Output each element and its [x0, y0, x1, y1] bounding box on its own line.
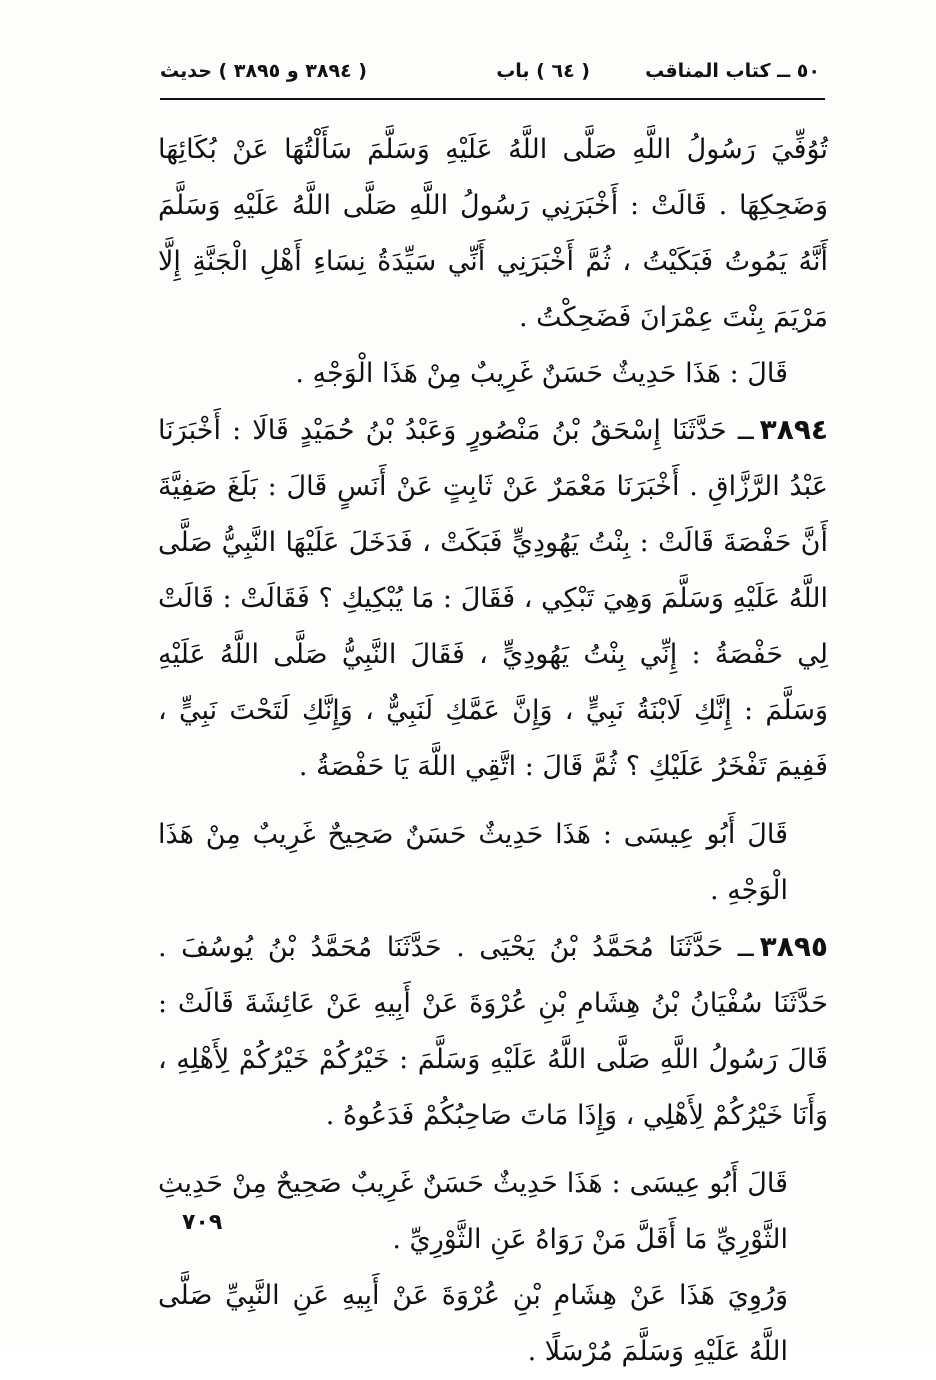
hadith-3894-text: ــ حَدَّثَنَا إِسْحَقُ بْنُ مَنْصُورٍ وَعَبْدُ بْنُ حُمَيْدٍ قَالَا : أَخْبَرَنَا عَبْدُ الرَّزَّاقِ . أَخْبَرَنَا مَعْمَرٌ عَنْ ثَابِتٍ عَنْ أَنَسٍ قَالَ : بَلَغَ صَفِيَّةَ أَنَّ حَفْصَةَ قَالَتْ : بِنْتُ يَهُودِيٍّ فَبَكَتْ ، فَدَخَلَ عَلَيْهَا النَّبِيُّ صَلَّى اللَّهُ عَلَيْهِ وَسَلَّمَ وَهِيَ تَبْكِي ، فَقَالَ : مَا يُبْكِيكِ ؟ فَقَالَتْ : قَالَتْ لِي حَفْصَةُ : إِنِّي بِنْتُ يَهُودِيٍّ ، فَقَالَ النَّبِيُّ صَلَّى اللَّهُ عَلَيْهِ وَسَلَّمَ : إِنَّكِ لَابْنَةُ نَبِيٍّ ، وَإِنَّ عَمَّكِ لَنَبِيٌّ ، وَإِنَّكِ لَتَحْتَ نَبِيٍّ ، فَفِيمَ تَفْخَرُ عَلَيْكِ ؟ ثُمَّ قَالَ : اتَّقِي اللَّهَ يَا حَفْصَةُ .: [158, 415, 828, 782]
paragraph-grading-2: قَالَ أَبُو عِيسَى : هَذَا حَدِيثٌ حَسَنٌ صَحِيحٌ غَرِيبٌ مِنْ هَذَا الْوَجْهِ .: [158, 819, 788, 906]
header-chapter: ( ٦٤ ) باب: [496, 60, 590, 82]
running-header: [160, 56, 820, 94]
paragraph-continuation: تُوُفِّيَ رَسُولُ اللَّهِ صَلَّى اللَّهُ عَلَيْهِ وَسَلَّمَ سَأَلْتُهَا عَنْ بُكَائِهَا وَضَحِكِهَا . قَالَتْ : أَخْبَرَنِي رَسُولُ اللَّهِ صَلَّى اللَّهُ عَلَيْهِ وَسَلَّمَ أَنَّهُ يَمُوتُ فَبَكَيْتُ ، ثُمَّ أَخْبَرَنِي أَنِّي سَيِّدَةُ نِسَاءِ أَهْلِ الْجَنَّةِ إِلَّا مَرْيَمَ بِنْتَ عِمْرَانَ فَضَحِكْتُ .: [158, 134, 828, 333]
hadith-3895-text: ــ حَدَّثَنَا مُحَمَّدُ بْنُ يَحْيَى . حَدَّثَنَا مُحَمَّدُ بْنُ يُوسُفَ . حَدَّثَنَا سُفْيَانُ بْنُ هِشَامِ بْنِ عُرْوَةَ عَنْ أَبِيهِ عَنْ عَائِشَةَ قَالَتْ : قَالَ رَسُولُ اللَّهِ صَلَّى اللَّهُ عَلَيْهِ وَسَلَّمَ : خَيْرُكُمْ خَيْرُكُمْ لِأَهْلِهِ ، وَأَنَا خَيْرُكُمْ لِأَهْلِي ، وَإِذَا مَاتَ صَاحِبُكُمْ فَدَعُوهُ .: [158, 932, 828, 1131]
paragraph-grading-3: قَالَ أَبُو عِيسَى : هَذَا حَدِيثٌ حَسَنٌ غَرِيبٌ صَحِيحٌ مِنْ حَدِيثِ الثَّوْرِيِّ مَا أَقَلَّ مَنْ رَوَاهُ عَنِ الثَّوْرِيِّ .: [158, 1168, 788, 1255]
header-rule: [160, 98, 825, 100]
header-hadith-range: ( ٣٨٩٤ و ٣٨٩٥ ) حديث: [160, 60, 367, 82]
header-page-and-book: ٥٠ ــ كتاب المناقب: [645, 60, 820, 82]
paragraph-hadith-3894: [158, 402, 828, 795]
paragraph-grading-1: قَالَ : هَذَا حَدِيثٌ حَسَنٌ غَرِيبٌ مِنْ هَذَا الْوَجْهِ .: [295, 358, 788, 389]
main-text: [158, 122, 828, 1380]
paragraph-mursal-note: وَرُوِيَ هَذَا عَنْ هِشَامِ بْنِ عُرْوَةَ عَنْ أَبِيهِ عَنِ النَّبِيِّ صَلَّى اللَّهُ عَلَيْهِ وَسَلَّمَ مُرْسَلًا .: [158, 1280, 788, 1367]
hadith-number-3895: ٣٨٩٥: [759, 930, 828, 963]
paragraph-hadith-3895: [158, 919, 828, 1144]
hadith-number-3894: ٣٨٩٤: [759, 413, 828, 446]
page-number: ٧٠٩: [182, 1210, 223, 1235]
